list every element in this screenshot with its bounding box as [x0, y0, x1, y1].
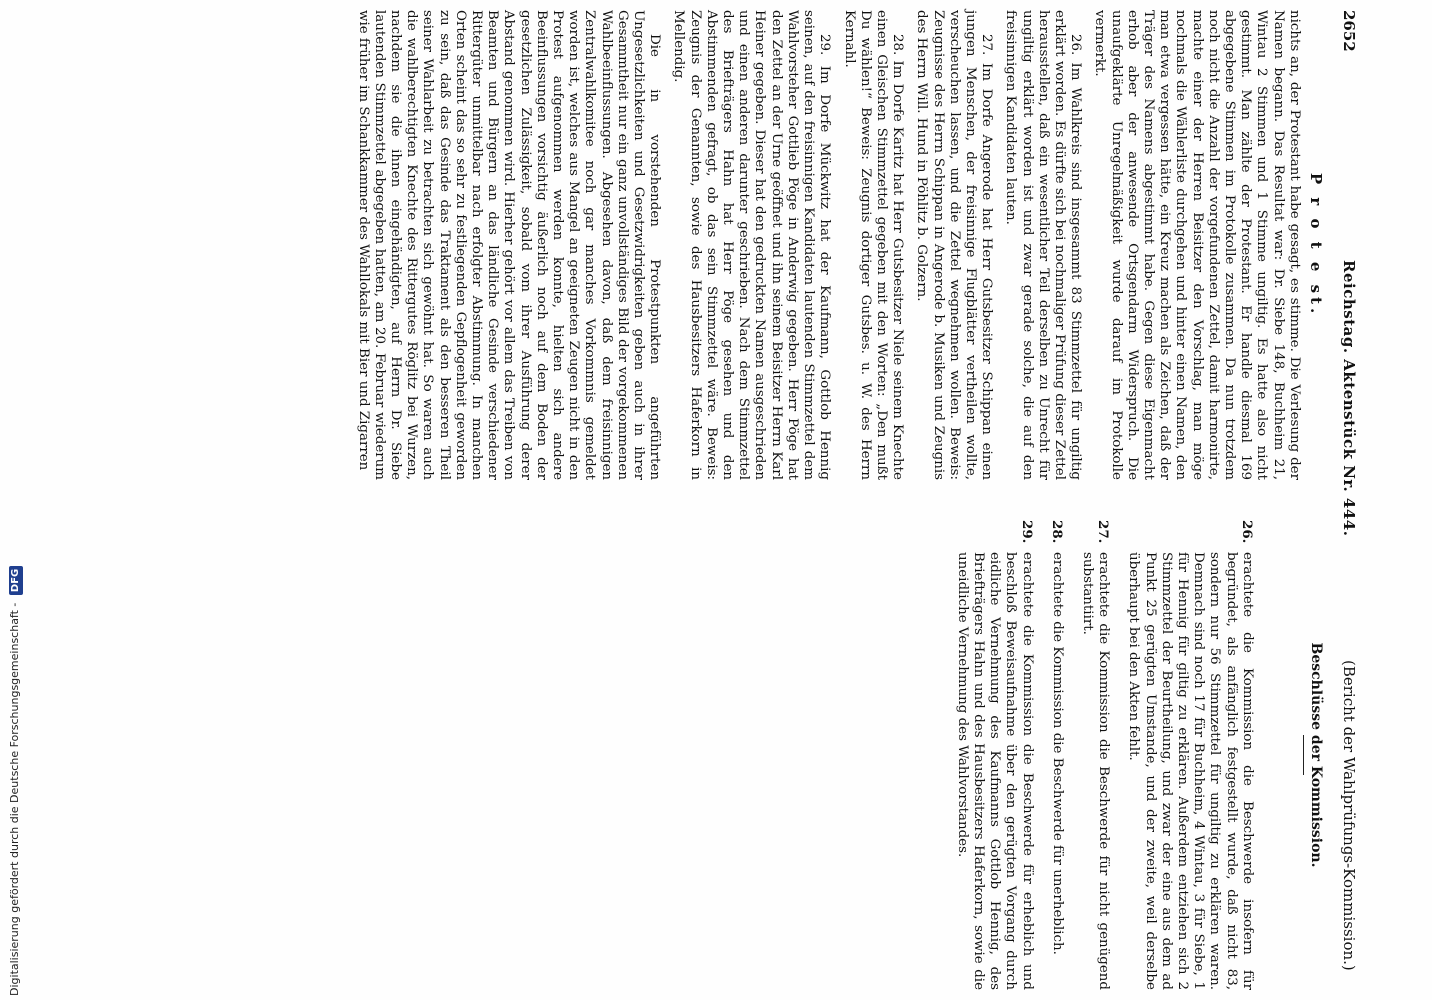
running-subtitle: (Bericht der Wahlprüfungs-Kommission.)	[1340, 660, 1358, 971]
dfg-logo: DFG	[9, 566, 23, 595]
decision-item	[954, 520, 1035, 990]
heading-rule	[1303, 735, 1304, 775]
protest-paragraph-27: 27. Im Dorfe Angerode hat Herr Gutsbesitzer Schippan einen jungen Menschen, der freisinnige Flugblätter vertheilen wollte, verscheuchen lassen, und die Zettel wegnehmen wollen. Beweis: Zeugnisse des Herrn Schippan in Angerode b. Musiken und Zeugnis des Herrn Will. Hund in Pöhlitz b. Golzern.	[914, 10, 995, 480]
document-page	[234, 0, 1368, 1000]
decision-text: erachtete die Kommission die Beschwerde für nicht genügend substantiirt.	[1079, 552, 1112, 990]
decision-number: 26.	[1238, 520, 1255, 544]
decision-item	[1049, 520, 1065, 990]
protest-paragraph-28: 28. Im Dorfe Karitz hat Herr Gutsbesitzer Niele seinem Knechte einen Gleischen Stimmzettel gegeben mit den Worten: „Den mußt Du wählen!“ Beweis: Zeugnis dortiger Gutsbes. u. W. des Herrn Kernahl.	[841, 10, 906, 480]
protest-paragraph-26: 26. Im Wahlkreis sind insgesammt 83 Stimmzettel für ungiltig erklärt worden. Es dürfte sich bei nochmaliger Prüfung dieser Zettel herausstellen, daß ein wesentlicher Teil derselben zu Unrecht für ungiltig erklärt worden ist und zwar gerade solche, die auf den freisinnigen Kandidaten lauten.	[1003, 10, 1084, 480]
commission-heading: Beschlüsse der Kommission.	[1308, 642, 1324, 868]
protest-column	[346, 10, 1324, 480]
decision-number: 29.	[1018, 520, 1035, 544]
footer-text-line	[6, 568, 24, 996]
protest-paragraph-1: nichts an, der Protestant habe gesagt, es stimme. Die Verlesung der Namen begann. Das Resultat war: Dr. Siebe 148, Buchheim 21, Wintau 2 Stimmen und 1 Stimme ungiltig. Es hatte also nicht gestimmt. Man zählte der Protestant. Er handle diesmal 169 abgegebene Stimmen im Protokolle zusammen. Da nun trotzdem noch nicht die Anzahl der vorgefundenen Zettel, damit harmonirte, machte einer der Herren Beisitzer den Vorschlag, man möge nochmals die Wählerliste durchgehen und hinter einen Namen, den man etwa vergessen hätte, ein Kreuz machen als Zeichen, daß der Träger des Namens abgestimmt habe. Gegen diese Eigenmacht erhob aber der anwesende Ortsgendarm Widerspruch. Die unaufgeklärte Unregelmäßigkeit wurde darauf im Protokolle vermerkt.	[1092, 10, 1302, 480]
commission-column	[940, 520, 1324, 990]
running-head	[1336, 10, 1362, 990]
decision-number: 27.	[1095, 520, 1112, 544]
decision-number: 28.	[1048, 520, 1065, 544]
decision-text: erachtete die Kommission die Beschwerde insofern für begründet, als anfänglich festgestellt wurde, daß nicht 83, sondern nur 56 Stimmzettel für ungiltig zu erklären waren. Demnach sind noch 17 für Buchheim, 4 Wintau, 3 für Siebe, 1 für Hennig für giltig zu erklären. Außerdem entziehen sich 2 Stimmzettel der Beurtheilung, und zwar der eine aus dem ad Punkt 25 gerügten Umstande, und der zweite, weil derselbe überhaupt bei den Akten fehlt.	[1126, 552, 1255, 990]
protest-paragraph-summary: Die in vorstehenden Protestpunkten angeführten Ungesetzlichkeiten und Gesetzwidrigkeiten geben auch in ihrer Gesammtheit nur ein ganz unvollständiges Bild der vorgekommenen Wahlbeeinflussungen. Abgesehen davon, daß dem freisinnigen Zentralwahlkomitee noch gar manches Vorkommnis gemeldet worden ist, welches aus Mangel an geeigneten Zeugen nicht in den Protest aufgenommen werden konnte, hielten sich andere Beeinflussungen vorsichtig äußerlich noch auf dem Boden der gesetzlichen Zulässigkeit, sobald vom ihrer Ausführung derer Abstand genommen wird. Hierher gehört vor allem das Treiben von Beamten und Bürgern an das ländliche Gesinde verschiedener Rittergüter unmittelbar nach erfolgter Abstimmung. In manchen Orten scheint das so sehr zu festliegenden Gepflogenheit geworden zu sein, daß das Gesinde das Traktament als den besseren Theil seiner Wahlarbeit zu betrachten sich gewöhnt hat. So waren auch die wahlberechtigten Knechte des Rittergutes Röglitz bei Wurzen, nachdem sie die ihnen eingehändigten, auf Herrn Dr. Siebe lautenden Stimmzettel abgegeben hatten, am 20. Februar wiederum wie früher im Schankkammer des Wahllokals mit Bier und Zigarren	[355, 10, 663, 480]
column-spacer	[1255, 520, 1293, 990]
running-title: Reichstag. Aktenstück Nr. 444.	[1340, 260, 1358, 537]
protest-heading: P r o t e st.	[1307, 172, 1325, 318]
page-number: 2652	[1340, 10, 1358, 52]
decision-text: erachtete die Kommission die Beschwerde für erheblich und beschloß Beweisaufnahme über den gerügten Vorgang durch eidliche Vernehmung des Kaufmanns Gottlob Hennig, des Briefträgers Hahn und des Hausbesitzers Haferkorn, sowie die uneidliche Vernehmung des Wahlvorstandes.	[954, 552, 1035, 990]
funding-notice: Digitalisierung gefördert durch die Deutsche Forschungsgemeinschaft -	[8, 602, 21, 996]
digitization-footer	[4, 568, 26, 996]
decision-item	[1125, 520, 1255, 990]
decision-item	[1079, 520, 1111, 990]
decision-text: erachtete die Kommission die Beschwerde für unerheblich.	[1049, 552, 1065, 955]
protest-paragraph-29: 29. Im Dorfe Mückwitz hat der Kaufmann, Gottlob Hennig seinen, auf den freisinnigen Kandidaten lautenden Stimmzettel dem Wahlvorsteher Gottlieb Pöge in Anderwig gegeben. Herr Pöge hat den Zettel an der Urne geöffnet und ihn seinem Beisitzer Herrn Karl Heiner gegeben. Dieser hat den gedruckten Namen ausgeschrieden und einen anderen darunter geschrieben. Nach dem Stimmzettel des Briefträgers Hahn hat Herr Pöge gesehen und den Abstimmenden gefragt, ob das sein Stimmzettel wäre. Beweis: Zeugnis der Genannten, sowie des Hausbesitzers Haferkorn in Mellendig.	[671, 10, 833, 480]
